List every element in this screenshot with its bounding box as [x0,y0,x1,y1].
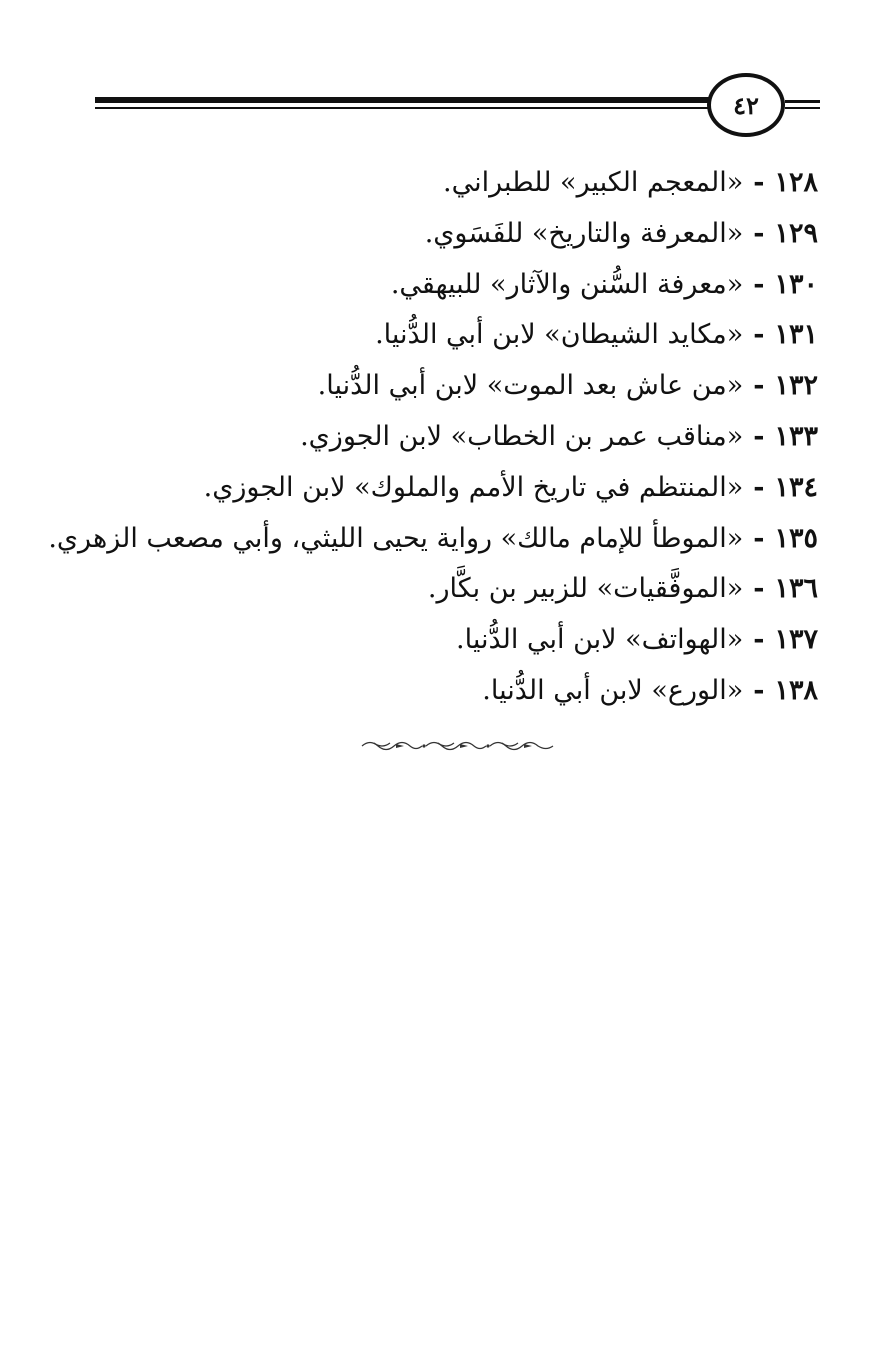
header-rule-right [785,100,820,103]
entry-dash: - [753,420,765,452]
list-item [38,564,818,615]
entry-number: ١٣٣ [774,420,818,452]
header-rule-thick [95,97,710,103]
entry-dash: - [753,522,765,554]
entry-text: «من عاش بعد الموت» لابن أبي الدُّنيا. [317,370,744,402]
list-item [38,209,818,260]
entry-text: «المعجم الكبير» للطبراني. [443,167,744,198]
list-item [38,615,818,666]
entry-dash: - [753,471,765,503]
entry-number: ١٣١ [774,319,818,351]
list-item [38,666,818,717]
entry-number: ١٢٩ [774,217,818,249]
entry-text: «المعرفة والتاريخ» للفَسَوي. [424,217,744,249]
list-item [38,463,818,514]
entry-text: «مكايد الشيطان» لابن أبي الدُّنيا. [375,319,744,351]
entry-number: ١٣٦ [774,573,818,605]
list-item [38,158,818,209]
entry-dash: - [753,624,765,656]
entry-text: «المنتظم في تاريخ الأمم والملوك» لابن الجوزي. [203,471,744,503]
entry-text: «مناقب عمر بن الخطاب» لابن الجوزي. [300,420,744,452]
page-number: ٤٢ [707,73,785,137]
entry-text: «الموفَّقيات» للزبير بن بكَّار. [427,573,744,605]
entry-number: ١٣٤ [774,471,818,503]
entry-dash: - [753,319,765,351]
header-rule-thin [95,107,710,109]
entry-text: «الهواتف» لابن أبي الدُّنيا. [456,624,744,656]
bibliography-list [38,158,818,717]
entry-number: ١٣٧ [774,624,818,656]
entry-number: ١٣٠ [774,268,818,300]
entry-text: «الموطأ للإمام مالك» رواية يحيى الليثي، وأبي مصعب الزهري. [48,522,744,554]
list-item [38,310,818,361]
entry-dash: - [753,217,765,249]
header-rule-right-thin [785,107,820,109]
entry-dash: - [753,674,765,706]
entry-number: ١٣٢ [774,370,818,402]
ornament-divider-icon [360,737,555,755]
page-header [95,70,820,136]
list-item [38,514,818,565]
entry-number: ١٣٥ [774,522,818,554]
entry-dash: - [753,167,765,198]
entry-text: «معرفة السُّنن والآثار» للبيهقي. [390,268,744,300]
list-item [38,412,818,463]
entry-dash: - [753,268,765,300]
entry-number: ١٢٨ [774,167,818,198]
entry-dash: - [753,573,765,605]
entry-number: ١٣٨ [774,674,818,706]
entry-dash: - [753,370,765,402]
list-item [38,260,818,311]
entry-text: «الورع» لابن أبي الدُّنيا. [482,674,744,706]
list-item [38,361,818,412]
